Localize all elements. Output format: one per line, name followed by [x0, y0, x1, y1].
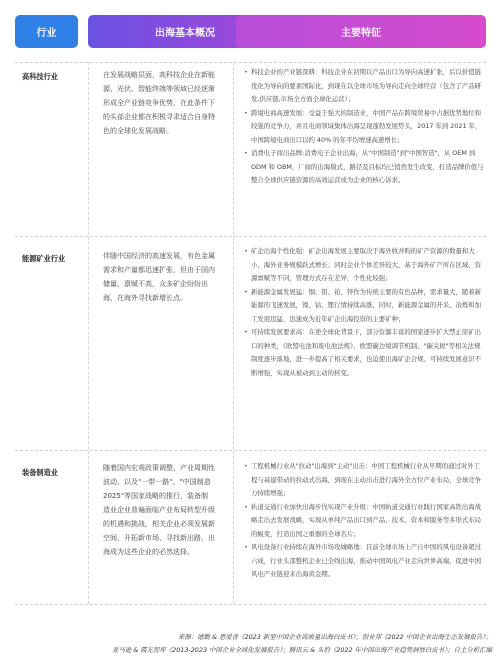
features-high-tech	[244, 66, 486, 188]
header-industry: 行业	[15, 15, 78, 48]
row-divider	[15, 604, 486, 605]
feature-item: • 工程机械行业从"拉动"出海到"主动"出击：中国工程机械行业从早期的通过对外工程与基建带动的拉动式出海，到现在主动出击进行海外全方位产业布局，全球竞争力持续增强；	[244, 460, 486, 501]
row-divider	[15, 236, 486, 237]
column-divider	[233, 62, 234, 604]
feature-item: • 新能源金属发展猛：铜、钼、铂、锌作为传统主要的有色品种，需求量大，随着新能源的飞速发展，镍、钴、锂行情持续高涨，同时，新能源金属的开采、冶炼和加工发展迅猛，迅速成为近年矿企出海投资的主要矿种；	[244, 286, 486, 327]
header-overview: 出海基本概况	[88, 15, 282, 48]
source-line: 来源：德勤 & 思爱普《2023 新型中国企业高质量出海白皮书》；创业邦《2022 中国企业出海生态发展报告》；	[177, 633, 492, 641]
features-energy-mining	[244, 245, 486, 380]
feature-item: • 矿企出海个性化强：矿企出海发展主要取决于海外收并购的矿产资源的数量和大小，海外业务规模跃式增长；同时企业个体差异较大，基于海外矿产所在区域、资源禀赋等不同，管理方式存在差异，个性化较强；	[244, 245, 486, 286]
column-divider	[88, 62, 89, 604]
industry-energy-mining: 能源矿业行业	[22, 254, 66, 263]
industry-high-tech: 高科技行业	[22, 72, 58, 81]
features-equipment-manufacturing	[244, 460, 486, 582]
feature-item: • 轨道交通行业加快出海步伐实现产业升级：中国轨道交通行业践行国家高铁出海战略走出去发展战略，实现从单纯产品出口到产品、技术、资本和服务等多形式布局的蜕变，打造出国之重器的全球名片；	[244, 501, 486, 542]
source-line: 亚马逊 & 霞光智库《2013-2023 中国企业全球化发展报告》；腾讯云 & 头豹《2022 年中国出海产业趋势洞察白皮书》；自主分析汇编	[112, 646, 492, 654]
row-divider	[15, 62, 486, 63]
overview-high-tech: 在发展战略层面，高科技企业在新能源、光伏、智能终端等领域已经逐渐形成全产业链竞争优势，在此条件下的头部企业都在积极寻求适合自身特色的全球化发展战略。	[103, 71, 215, 135]
feature-item: • 消费电子闯出品牌:消费电子企业出海，从"中国制造"到"中国智造"，从 OEM 到 ODM 和 OBM，厂商的出海模式、路径及目标均已悄然发生改变，打造品牌价值与整合全球供应链资源的高效运营成为企业的核心诉求。	[244, 147, 486, 188]
feature-item: • 科技企业的产业链深耕：科技企业在初期以产品出口为导向高速扩张，后以价值链优化为导向的要素国际化，到现在以全球市场为导向走向全球经营（包含了产品研发,供应链,市场全方面全球化运营）；	[244, 66, 486, 107]
overview-energy-mining: 伴随中国经济的高速发展，有色金属需求和产量都迅速扩张，但由于国内储量、禀赋不高，众多矿企纷纷出海，在海外寻找新增长点。	[103, 252, 215, 302]
industry-equipment-manufacturing: 装备制造业	[22, 468, 58, 477]
feature-item: • 跨境电商高速发展：受益于强大的制造业，中国产品在跨境贸易中占据优势地位和较强的竞争力，并且电商领域集体出海呈现蓬勃发展势头，2017 年到 2021 年，中国跨境电商出口以约 40% 的年平均增速高速增长；	[244, 107, 486, 148]
row-divider	[15, 450, 486, 451]
source-note	[8, 631, 492, 657]
header-features: 主要特征	[236, 15, 486, 48]
feature-item: • 可持续发展要求高：在逆全球化背景下，部分资源丰富的国家逐步扩大禁止原矿出口的种类，《欧盟电池和废电池法规》、欧盟碳边境调节机制、"碳关税"等相关法规制度逐步落地，进一步提高了相关要求，也迫使出海矿企合规、可持续发展意识不断增强，实现从被动到主动的转变。	[244, 326, 486, 380]
feature-item: • 风电设备行业持续在海外市场攻城略地：目前全球市场上产自中国的风电设备超过六成，行业头部整机企业已全线出海，推动中国风电产业走向世界高端，促进中国风电产业链迎来出海黄金期。	[244, 541, 486, 582]
overview-equipment-manufacturing: 随着国内宏观政策调整、产业周期性波动，以及"一带一路"、"中国制造 2025"等国家战略的推行，装备制造业企业普遍面临产业布局转型升级的机遇和挑战，相关企业必须发展新空间、开拓新市场、寻找新出路，出海成为这些企业的必然选择。	[103, 464, 215, 556]
